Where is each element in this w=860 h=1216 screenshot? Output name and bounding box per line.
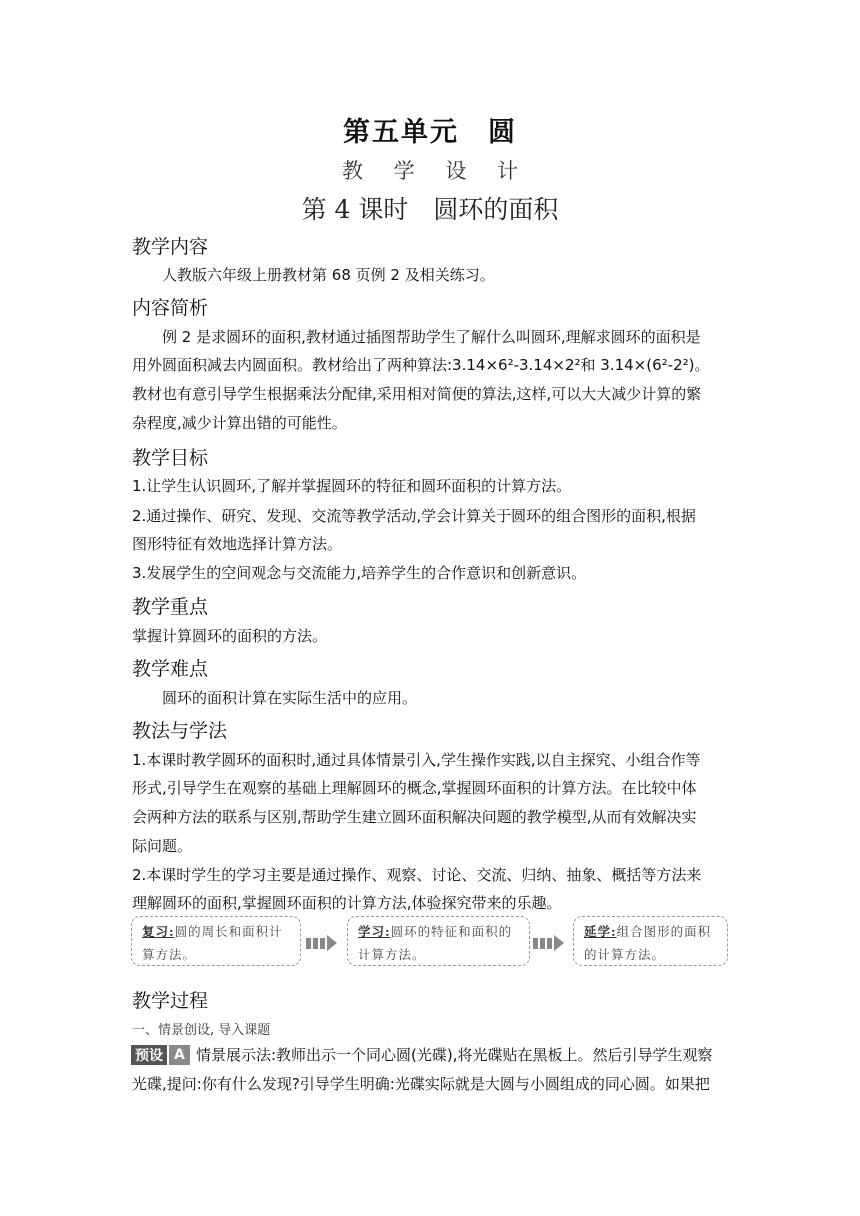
flow-text: 的计算方法。 [584, 947, 666, 962]
flow-label: 复习: [142, 924, 175, 939]
content-heading: 教学内容 [132, 236, 209, 258]
analysis-line: 用外圆面积减去内圆面积。教材给出了两种算法:3.14×6²-3.14×2²和 3.14×(6²-2²)。 [132, 356, 710, 374]
arrow-icon [306, 935, 337, 951]
difficulty-heading: 教学难点 [132, 658, 209, 680]
goal-line: 图形特征有效地选择计算方法。 [132, 535, 343, 553]
goal-line: 2.通过操作、研究、发现、交流等教学活动,学会计算关于圆环的组合图形的面积,根据 [132, 507, 696, 525]
preset-tag-letter: A [169, 1045, 190, 1065]
methods-line: 理解圆环的面积,掌握圆环面积的计算方法,体验探究带来的乐趣。 [132, 894, 562, 912]
process-line: 情景展示法:教师出示一个同心圆(光碟),将光碟贴在黑板上。然后引导学生观察 [196, 1046, 713, 1064]
analysis-line: 教材也有意引导学生根据乘法分配律,采用相对简便的算法,这样,可以大大减少计算的繁 [132, 385, 702, 403]
unit-title: 第五单元 圆 [343, 117, 517, 148]
process-line: 光碟,提问:你有什么发现?引导学生明确:光碟实际就是大圆与小圆组成的同心圆。如果把 [132, 1075, 710, 1093]
goals-heading: 教学目标 [132, 447, 209, 469]
flow-label: 延学: [584, 924, 617, 939]
analysis-line: 杂程度,减少计算出错的可能性。 [132, 414, 347, 432]
difficulty-text: 圆环的面积计算在实际生活中的应用。 [162, 689, 418, 707]
page-subtitle: 教 学 设 计 [341, 159, 531, 183]
flow-label: 学习: [358, 924, 391, 939]
methods-line: 形式,引导学生在观察的基础上理解圆环的概念,掌握圆环面积的计算方法。在比较中体 [132, 779, 697, 797]
flow-text: 算方法。 [142, 947, 197, 962]
flow-box-learn [347, 916, 530, 966]
goal-line: 3.发展学生的空间观念与交流能力,培养学生的合作意识和创新意识。 [132, 564, 587, 582]
content-text: 人教版六年级上册教材第 68 页例 2 及相关练习。 [162, 266, 495, 284]
methods-line: 际问题。 [132, 837, 193, 855]
lesson-title: 第 4 课时 圆环的面积 [301, 195, 559, 224]
key-heading: 教学重点 [132, 596, 209, 618]
goal-line: 1.让学生认识圆环,了解并掌握圆环的特征和圆环面积的计算方法。 [132, 477, 572, 495]
arrow-icon [533, 935, 564, 951]
flow-box-review [131, 916, 301, 966]
preset-tag [131, 1045, 190, 1065]
methods-line: 2.本课时学生的学习主要是通过操作、观察、讨论、交流、归纳、抽象、概括等方法来 [132, 866, 702, 884]
flow-text: 圆环的特征和面积的 [390, 924, 513, 939]
preset-tag-label: 预设 [131, 1045, 167, 1065]
flow-text: 组合图形的面积 [616, 924, 712, 939]
flow-text: 圆的周长和面积计 [174, 924, 283, 939]
analysis-heading: 内容简析 [132, 297, 209, 319]
process-step-title: 一、情景创设, 导入课题 [132, 1023, 271, 1038]
flow-text: 计算方法。 [358, 947, 426, 962]
key-text: 掌握计算圆环的面积的方法。 [132, 627, 328, 645]
methods-line: 1.本课时教学圆环的面积时,通过具体情景引入,学生操作实践,以自主探究、小组合作等 [132, 751, 701, 769]
analysis-line: 例 2 是求圆环的面积,教材通过插图帮助学生了解什么叫圆环,理解求圆环的面积是 [162, 328, 701, 346]
process-heading: 教学过程 [132, 990, 209, 1012]
methods-line: 会两种方法的联系与区别,帮助学生建立圆环面积解决问题的教学模型,从而有效解决实 [132, 808, 697, 826]
flow-box-extend [573, 916, 728, 966]
methods-heading: 教法与学法 [132, 720, 228, 742]
